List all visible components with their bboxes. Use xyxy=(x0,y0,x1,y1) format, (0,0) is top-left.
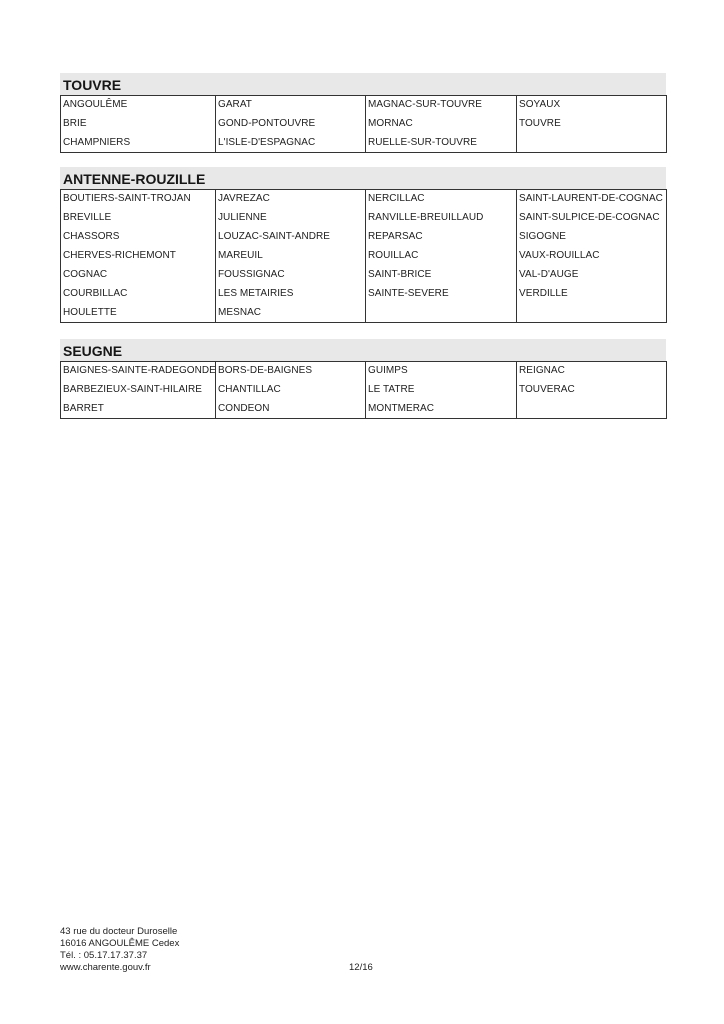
commune-table xyxy=(60,189,667,323)
commune-cell: JULIENNE xyxy=(216,209,366,228)
commune-cell: BAIGNES-SAINTE-RADEGONDE xyxy=(63,365,216,377)
website-link[interactable]: www.charente.gouv.fr xyxy=(60,962,151,973)
commune-cell: ROUILLAC xyxy=(366,247,517,266)
section-antenne-rouzille xyxy=(60,167,666,323)
commune-cell: FOUSSIGNAC xyxy=(216,266,366,285)
commune-cell: ANGOULÊME xyxy=(63,99,128,111)
commune-cell: LES METAIRIES xyxy=(216,285,366,304)
section-seugne xyxy=(60,339,666,419)
table-row xyxy=(61,228,667,247)
commune-cell: RANVILLE-BREUILLAUD xyxy=(366,209,517,228)
commune-cell: GOND-PONTOUVRE xyxy=(216,115,366,134)
commune-cell: MAGNAC-SUR-TOUVRE xyxy=(366,96,517,115)
commune-cell: TOUVERAC xyxy=(517,381,667,400)
table-row xyxy=(61,266,667,285)
table-row xyxy=(61,209,667,228)
commune-cell: VERDILLE xyxy=(517,285,667,304)
table-row xyxy=(61,362,667,381)
commune-table xyxy=(60,361,667,419)
commune-cell: LE TATRE xyxy=(366,381,517,400)
commune-cell: TOUVRE xyxy=(517,115,667,134)
address-postal-line: 16016 ANGOULÊME Cedex xyxy=(60,938,180,949)
commune-cell: BOUTIERS-SAINT-TROJAN xyxy=(63,193,191,205)
commune-cell: VAUX-ROUILLAC xyxy=(517,247,667,266)
commune-cell: GARAT xyxy=(216,96,366,115)
commune-cell: SAINTE-SEVERE xyxy=(366,285,517,304)
commune-cell: L'ISLE-D'ESPAGNAC xyxy=(216,134,366,153)
commune-cell: SAINT-SULPICE-DE-COGNAC xyxy=(517,209,667,228)
commune-cell: COGNAC xyxy=(63,269,108,280)
commune-cell: CHASSORS xyxy=(63,231,120,242)
section-title: ANTENNE-ROUZILLE xyxy=(60,167,666,189)
commune-cell: CONDEON xyxy=(216,400,366,419)
commune-cell: BARBEZIEUX-SAINT-HILAIRE xyxy=(63,384,203,395)
commune-cell: REIGNAC xyxy=(517,362,667,381)
commune-cell: BARRET xyxy=(63,402,104,414)
commune-cell: SOYAUX xyxy=(517,96,667,115)
commune-cell: MESNAC xyxy=(216,304,366,323)
commune-cell: HOULETTE xyxy=(63,306,117,318)
commune-cell: MONTMERAC xyxy=(366,400,517,419)
table-row xyxy=(61,381,667,400)
commune-cell: NERCILLAC xyxy=(366,190,517,209)
section-title: SEUGNE xyxy=(60,339,666,361)
table-row xyxy=(61,134,667,153)
table-row xyxy=(61,96,667,115)
commune-cell: SIGOGNE xyxy=(517,228,667,247)
section-title: TOUVRE xyxy=(60,73,666,95)
table-row xyxy=(61,400,667,419)
page-number: 12/16 xyxy=(349,962,373,973)
commune-cell: CHERVES-RICHEMONT xyxy=(63,250,176,261)
commune-cell: BREVILLE xyxy=(63,212,112,223)
commune-cell: SAINT-BRICE xyxy=(366,266,517,285)
table-row xyxy=(61,247,667,266)
commune-cell: RUELLE-SUR-TOUVRE xyxy=(366,134,517,153)
commune-cell xyxy=(517,400,667,419)
table-row xyxy=(61,115,667,134)
section-touvre xyxy=(60,73,666,153)
commune-cell: VAL-D'AUGE xyxy=(517,266,667,285)
commune-cell: COURBILLAC xyxy=(63,288,128,299)
commune-cell xyxy=(517,304,667,323)
commune-cell: GUIMPS xyxy=(366,362,517,381)
commune-cell: MAREUIL xyxy=(216,247,366,266)
table-row xyxy=(61,304,667,323)
commune-cell: REPARSAC xyxy=(366,228,517,247)
footer-address-block xyxy=(60,926,179,974)
commune-cell: BORS-DE-BAIGNES xyxy=(216,362,366,381)
table-row xyxy=(61,285,667,304)
commune-cell: SAINT-LAURENT-DE-COGNAC xyxy=(517,190,667,209)
address-line: 43 rue du docteur Duroselle xyxy=(60,926,178,937)
commune-cell: LOUZAC-SAINT-ANDRE xyxy=(216,228,366,247)
table-row xyxy=(61,190,667,209)
commune-cell: BRIE xyxy=(63,118,87,129)
commune-cell xyxy=(366,304,517,323)
commune-cell: MORNAC xyxy=(366,115,517,134)
commune-cell: CHAMPNIERS xyxy=(63,136,131,148)
phone-number: Tél. : 05.17.17.37.37 xyxy=(60,950,148,961)
commune-cell xyxy=(517,134,667,153)
commune-cell: JAVREZAC xyxy=(216,190,366,209)
commune-table xyxy=(60,95,667,153)
commune-cell: CHANTILLAC xyxy=(216,381,366,400)
